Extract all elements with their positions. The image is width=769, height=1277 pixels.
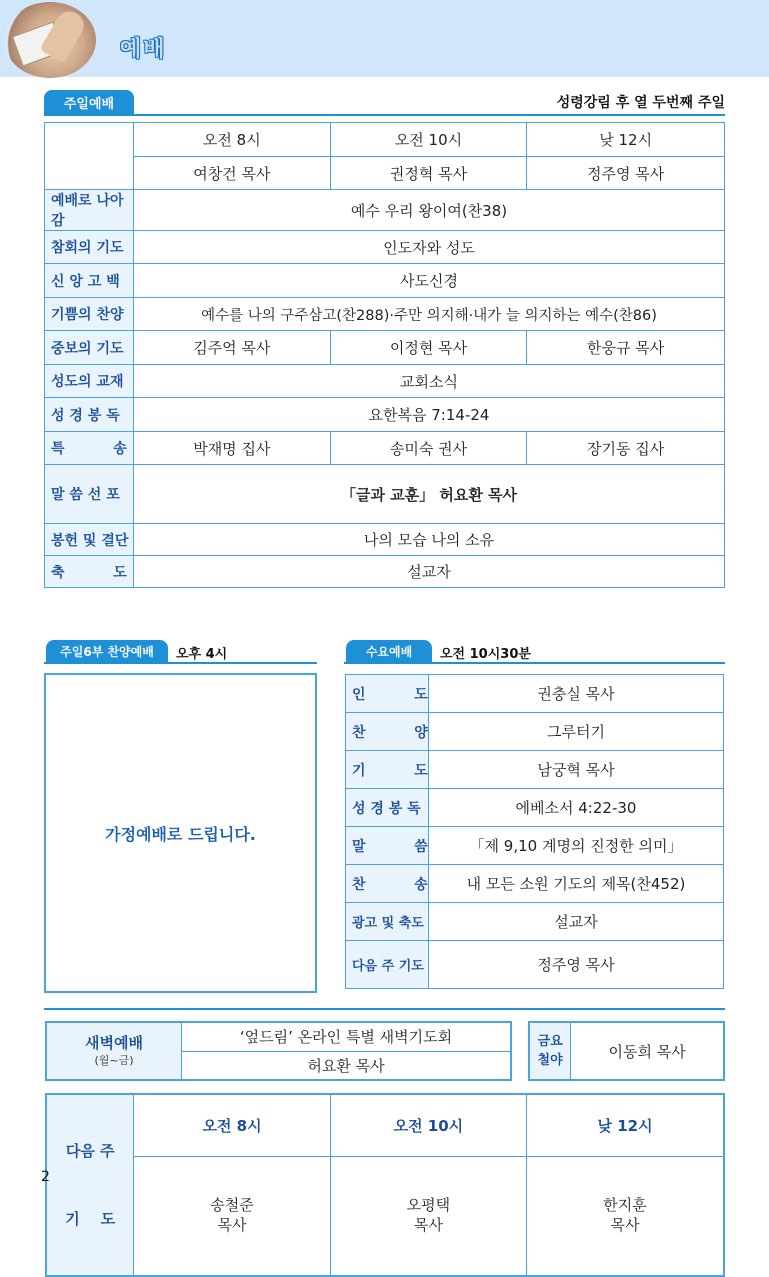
wed-praise-value: 그루터기: [428, 713, 723, 751]
next-name-12: 한지훈: [603, 1196, 647, 1215]
wed-next-value: 정주영 목사: [428, 941, 723, 989]
wednesday-rule: [344, 662, 725, 664]
table-row: [346, 713, 724, 751]
wed-scripture-label: 성 경 봉 독: [346, 789, 429, 827]
table-row: [45, 190, 725, 231]
table-row: [45, 556, 725, 588]
sunday-badge: 주일예배: [44, 90, 134, 114]
friday-leader: 이동희 목사: [571, 1022, 724, 1080]
sunday-rule: [44, 114, 725, 116]
next-name-10: 오평택: [406, 1196, 451, 1215]
table-row: [45, 398, 725, 432]
table-row: [45, 432, 725, 465]
next-week-label-cell: [46, 1094, 134, 1276]
creed-label: 신 앙 고 백: [45, 264, 134, 298]
table-row: [346, 827, 724, 865]
offering-value: 나의 모습 나의 소유: [133, 524, 724, 556]
special-8: 박재명 집사: [133, 432, 330, 465]
family-worship-box: [44, 673, 317, 993]
dawn-label: 새벽예배: [84, 1034, 143, 1053]
table-row: [346, 865, 724, 903]
table-row: [45, 298, 725, 331]
dawn-label-cell: [46, 1022, 181, 1080]
table-row: [45, 157, 725, 190]
scripture-value: 요한복음 7:14-24: [133, 398, 724, 432]
special-12: 장기동 집사: [527, 432, 725, 465]
wednesday-table: [345, 674, 724, 989]
wed-leader-value: 권충실 목사: [428, 675, 723, 713]
wednesday-time: 오전 10시30분: [440, 647, 531, 662]
table-row: [346, 675, 724, 713]
intercession-10: 이정현 목사: [330, 331, 527, 365]
fellowship-value: 교회소식: [133, 365, 724, 398]
header-band: [0, 0, 769, 77]
wed-next-label: 다음 주 기도: [346, 941, 429, 989]
friday-label-line2: 철야: [537, 1053, 563, 1068]
next-title-12: 목사: [610, 1215, 640, 1234]
table-row: [346, 789, 724, 827]
wed-announce-label: 광고 및 축도: [346, 903, 429, 941]
benediction-value: 설교자: [133, 556, 724, 588]
table-row: [45, 331, 725, 365]
special-label: 특 송: [45, 432, 134, 465]
offering-label: 봉헌 및 결단: [45, 524, 134, 556]
dawn-leader: 허요환 목사: [181, 1051, 511, 1080]
fellowship-label: 성도의 교재: [45, 365, 134, 398]
benediction-label: 축 도: [45, 556, 134, 588]
table-row: [346, 903, 724, 941]
sermon-label: 말 씀 선 포: [45, 465, 134, 524]
next-week-label-line2: 기 도: [65, 1209, 116, 1228]
dawn-title: ‘엎드림’ 온라인 특별 새벽기도회: [181, 1022, 511, 1051]
sermon-value: 「글과 교훈」 허요환 목사: [133, 465, 724, 524]
table-row: [346, 941, 724, 989]
creed-value: 사도신경: [133, 264, 724, 298]
table-row: [46, 1156, 724, 1276]
table-row: [45, 465, 725, 524]
corner-cell: [45, 123, 134, 190]
sixth-time: 오후 4시: [176, 647, 228, 662]
next-name-8: 송철준: [210, 1196, 254, 1215]
friday-label-cell: [529, 1022, 571, 1080]
time-12: 낮 12시: [527, 123, 725, 157]
sixth-badge: 주일6부 찬양예배: [46, 640, 168, 662]
time-8: 오전 8시: [133, 123, 330, 157]
next-week-label-line1: 다음 주: [65, 1142, 115, 1160]
table-row: [45, 264, 725, 298]
wednesday-badge: 수요예배: [346, 640, 432, 662]
wed-prayer-label: 기 도: [346, 751, 429, 789]
confession-value: 인도자와 성도: [133, 231, 724, 264]
praise-value: 예수를 나의 구주삼고(찬288)·주만 의지해·내가 늘 의지하는 예수(찬86): [133, 298, 724, 331]
presider-10: 권정혁 목사: [330, 157, 527, 190]
friday-table: [528, 1021, 725, 1081]
confession-label: 참회의 기도: [45, 231, 134, 264]
table-row: [46, 1094, 724, 1156]
table-row: [46, 1022, 511, 1051]
section-divider: [44, 1008, 725, 1010]
next-time-12: 낮 12시: [527, 1094, 724, 1156]
sixth-rule: [44, 662, 317, 664]
wed-leader-label: 인 도: [346, 675, 429, 713]
table-row: [529, 1022, 724, 1080]
next-leader-8: [134, 1156, 330, 1276]
next-leader-10: [330, 1156, 526, 1276]
presider-12: 정주영 목사: [527, 157, 725, 190]
praise-label: 기쁨의 찬양: [45, 298, 134, 331]
wed-sermon-value: 「제 9,10 계명의 진정한 의미」: [428, 827, 723, 865]
time-10: 오전 10시: [330, 123, 527, 157]
intercession-label: 중보의 기도: [45, 331, 134, 365]
wed-praise-label: 찬 양: [346, 713, 429, 751]
next-week-table: [45, 1093, 725, 1277]
sunday-occasion: 성령강림 후 열 두번째 주일: [556, 95, 725, 111]
wed-prayer-value: 남궁혁 목사: [428, 751, 723, 789]
table-row: [45, 231, 725, 264]
next-time-8: 오전 8시: [134, 1094, 330, 1156]
intercession-12: 한웅규 목사: [527, 331, 725, 365]
table-row: [45, 123, 725, 157]
page-title: 예배: [120, 37, 167, 62]
dawn-table: [45, 1021, 512, 1081]
scripture-label: 성 경 봉 독: [45, 398, 134, 432]
praying-hands-bible-image: [4, 2, 96, 78]
approach-label: 예배로 나아감: [45, 190, 134, 231]
next-title-8: 목사: [217, 1215, 247, 1234]
approach-value: 예수 우리 왕이여(찬38): [133, 190, 724, 231]
wed-hymn-value: 내 모든 소원 기도의 제목(찬452): [428, 865, 723, 903]
wed-sermon-label: 말 씀: [346, 827, 429, 865]
wed-hymn-label: 찬 송: [346, 865, 429, 903]
table-row: [45, 524, 725, 556]
friday-label-line1: 금요: [537, 1033, 563, 1049]
dawn-sublabel: (월~금): [94, 1053, 134, 1067]
table-row: [346, 751, 724, 789]
intercession-8: 김주억 목사: [133, 331, 330, 365]
next-title-10: 목사: [413, 1215, 443, 1234]
family-worship-message: 가정예배로 드립니다.: [105, 824, 256, 844]
page-number: 2: [41, 1169, 50, 1185]
table-row: [45, 365, 725, 398]
next-time-10: 오전 10시: [330, 1094, 526, 1156]
wed-announce-value: 설교자: [428, 903, 723, 941]
special-10: 송미숙 권사: [330, 432, 527, 465]
next-leader-12: [527, 1156, 724, 1276]
sunday-table: [44, 122, 725, 588]
wed-scripture-value: 에베소서 4:22-30: [428, 789, 723, 827]
presider-8: 여창건 목사: [133, 157, 330, 190]
